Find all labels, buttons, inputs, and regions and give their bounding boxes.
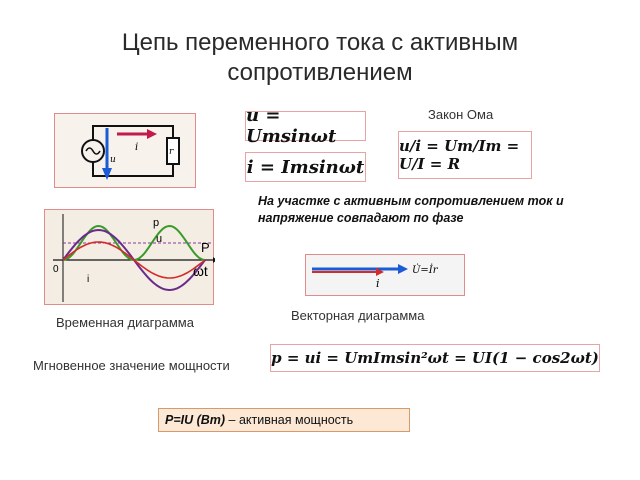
formula-current (245, 152, 366, 182)
vector-i-label: i (376, 277, 380, 290)
formula-power-text: p = ui = UmImsin²ωt = UI(1 − cos2ωt) (271, 349, 599, 367)
circuit-r-label: r (169, 147, 174, 157)
time-diagram-caption: Временная диаграмма (56, 315, 194, 330)
average-power-label: P (201, 240, 210, 255)
origin-label: 0 (53, 264, 59, 275)
i-curve-label: i (87, 274, 90, 285)
circuit-i-label: i (135, 142, 139, 153)
current-arrowhead (147, 129, 157, 139)
time-diagram (44, 209, 214, 305)
time-axis-arrowhead (213, 257, 215, 263)
vector-diagram-svg (306, 255, 466, 297)
voltage-vector-arrowhead (398, 264, 408, 274)
formula-power (270, 344, 600, 372)
phase-note: На участке с активным сопротивлением ток и напряжение совпадают по фазе (258, 194, 564, 225)
u-curve-label: u (156, 233, 163, 245)
formula-ohm-text: u/i = Um/Im = U/I = R (399, 137, 520, 173)
formula-ohm-law (398, 131, 532, 179)
active-power-description: активная мощность (238, 413, 354, 427)
page-title: Цепь переменного тока с активным сопротивлением (121, 29, 519, 86)
ohm-law-label: Закон Ома (428, 107, 494, 122)
vector-diagram (305, 254, 465, 296)
p-curve-label: p (153, 217, 160, 229)
circuit-u-label: u (110, 155, 116, 165)
formula-current-text: i = Imsinωt (246, 156, 365, 178)
formula-voltage (245, 105, 366, 147)
vector-u-label: U̇=İr (412, 265, 438, 276)
circuit-diagram (54, 113, 196, 188)
voltage-arrowhead (102, 168, 112, 180)
formula-voltage-text: u = Umsinωt (246, 105, 337, 147)
active-power-formula: P=IU (Вт) (165, 413, 226, 427)
omega-t-label: ωt (193, 263, 208, 279)
active-power-box (158, 408, 410, 432)
vector-diagram-caption: Векторная диаграмма (291, 308, 425, 323)
time-diagram-svg (45, 210, 215, 306)
instant-power-label: Мгновенное значение мощности (33, 358, 230, 373)
circuit-svg (55, 114, 197, 189)
active-power-dash: – (225, 413, 239, 427)
active-power-text (165, 413, 353, 427)
